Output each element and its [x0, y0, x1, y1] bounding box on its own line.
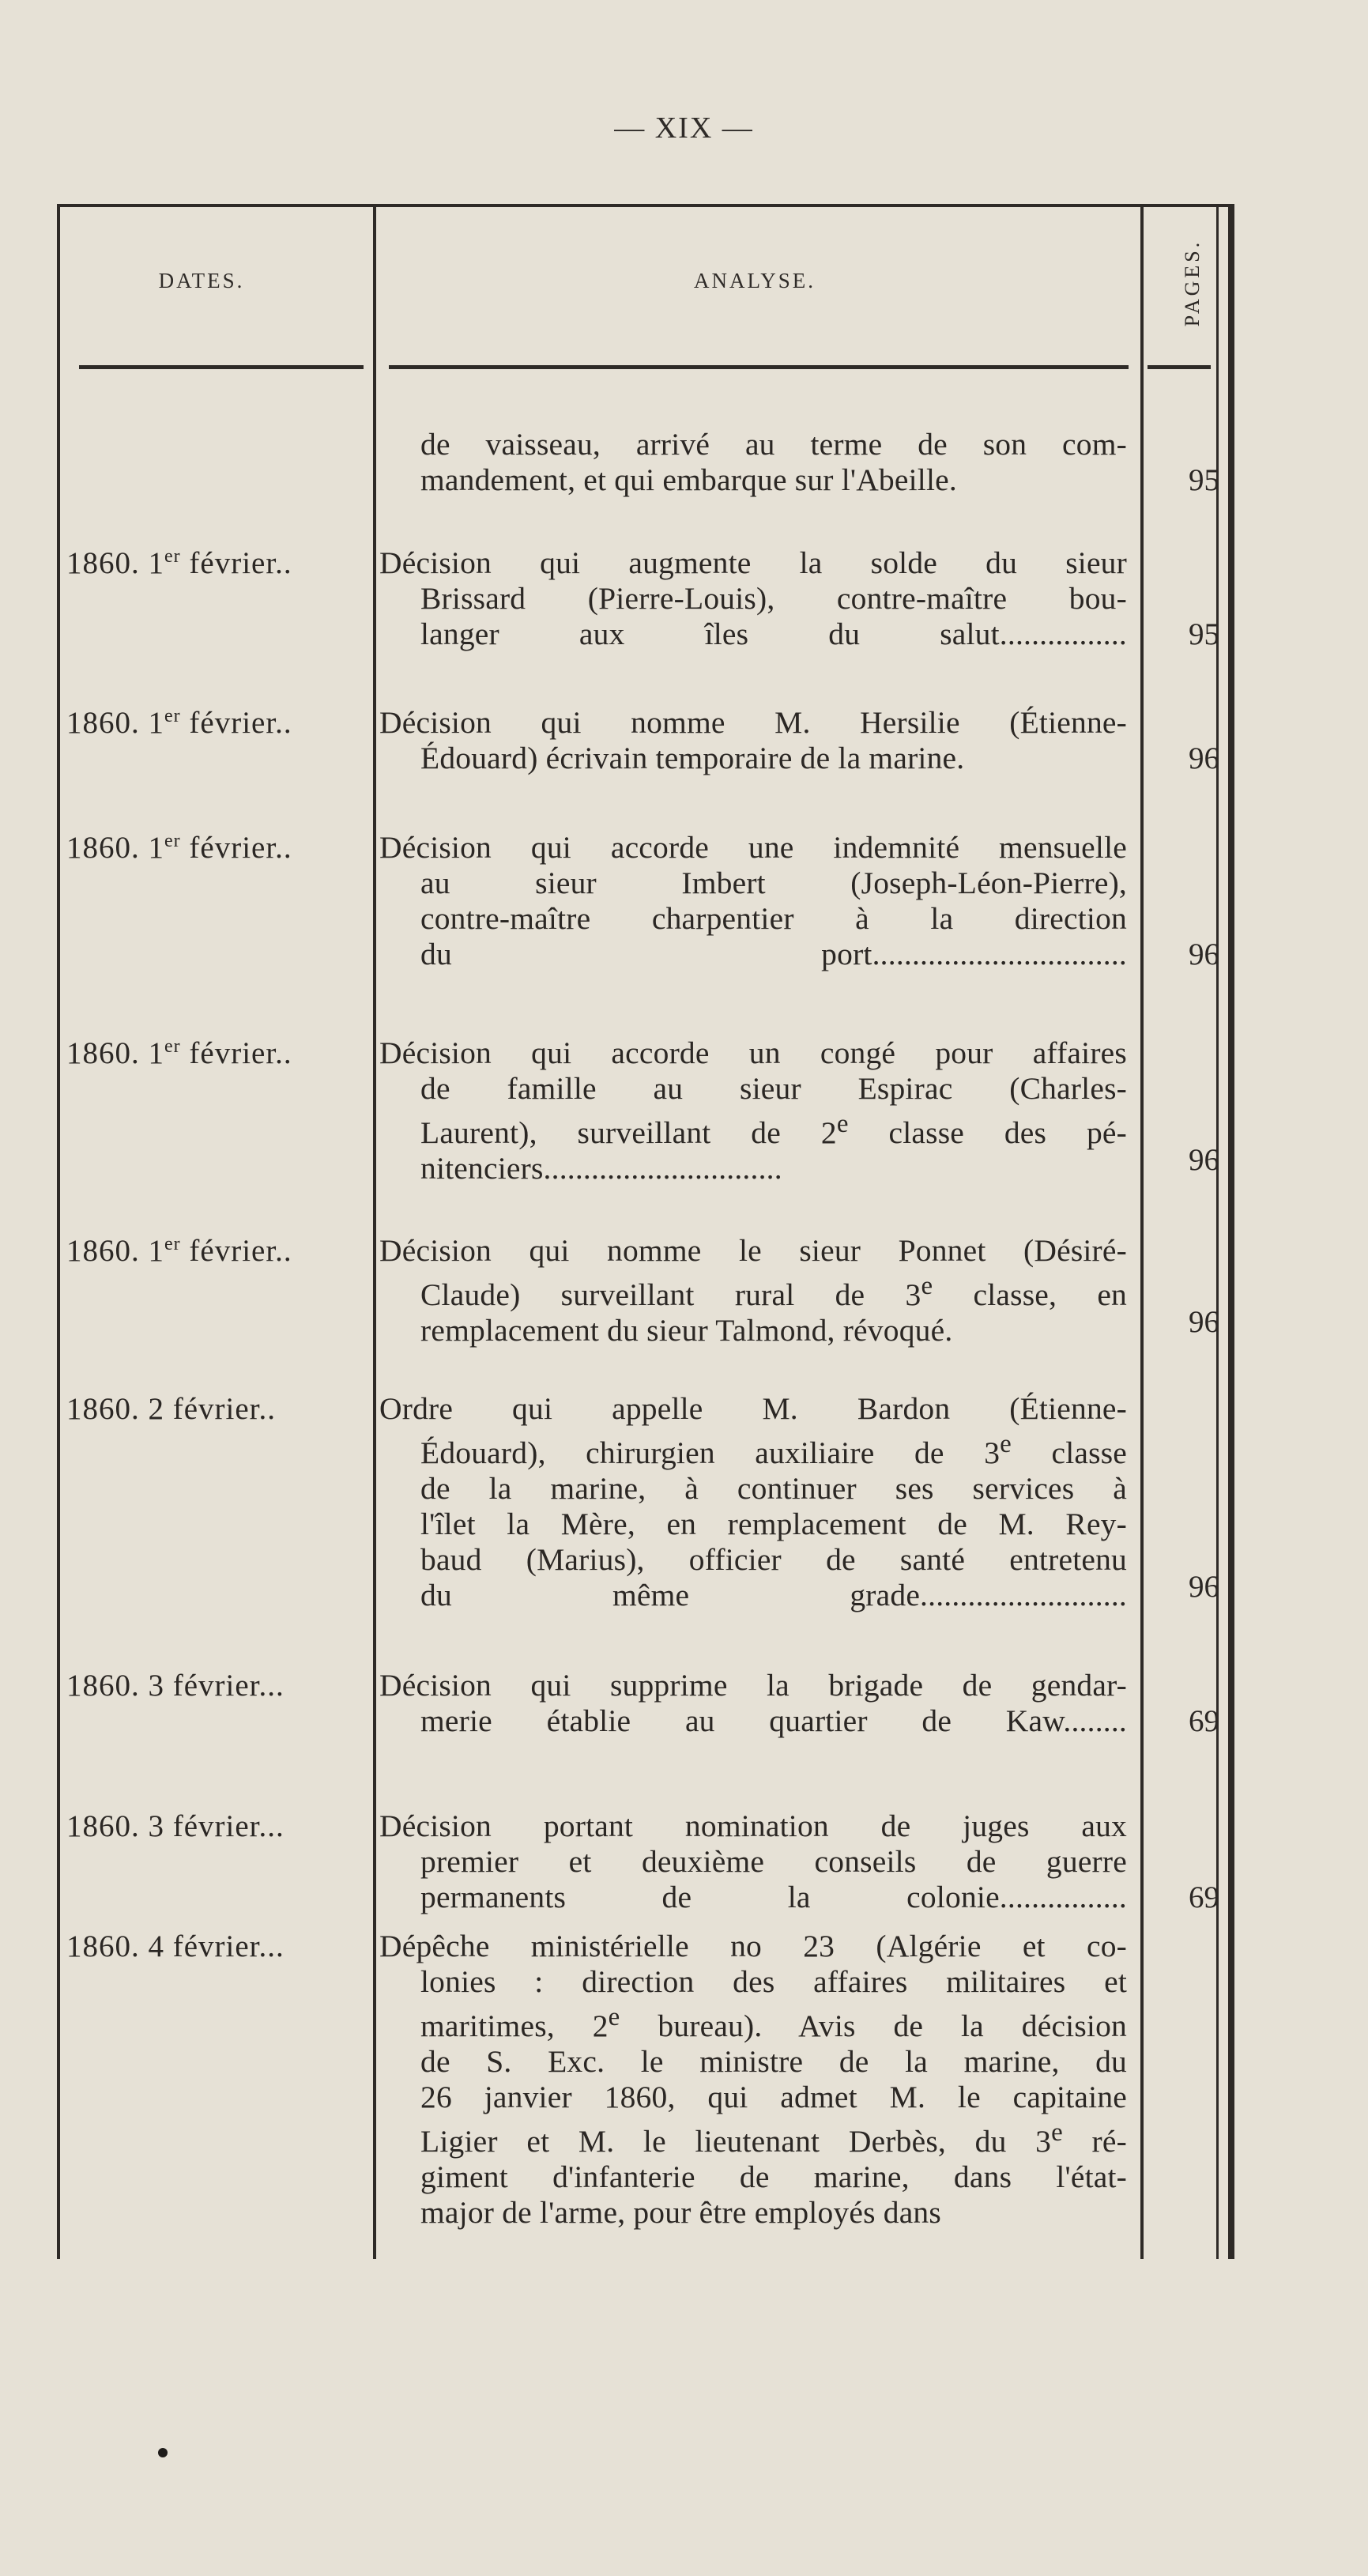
column-header-pages: PAGES.: [1181, 239, 1204, 326]
analysis-line: baud (Marius), officier de santé entretenu: [420, 1542, 1127, 1578]
entry-page-number: 95: [1189, 617, 1219, 651]
analysis-line: nitenciers..............................: [420, 1151, 782, 1186]
entry-date: 1860. 1er février..: [66, 831, 292, 865]
analysis-line: Claude) surveillant rural de 3e classe, en: [420, 1272, 1127, 1313]
analysis-line: de famille au sieur Espirac (Charles-: [420, 1071, 1127, 1106]
analysis-line: Décision qui nomme M. Hersilie (Étienne-: [379, 705, 1127, 740]
analysis-line: Édouard), chirurgien auxiliaire de 3e classe: [420, 1430, 1127, 1471]
entry-analysis: [379, 1808, 1127, 1915]
entry-date: 1860. 3 février...: [66, 1809, 285, 1843]
analysis-line: de vaisseau, arrivé au terme de son com-: [420, 427, 1127, 462]
entry-page-number: 96: [1189, 1305, 1219, 1339]
entry-analysis: [379, 1929, 1127, 2231]
entry-page-number: 96: [1189, 1570, 1219, 1604]
analysis-line: Décision qui accorde une indemnité mensuelle: [379, 830, 1127, 865]
entry-page-number: 69: [1189, 1880, 1219, 1914]
analysis-line: permanents de la colonie................: [420, 1880, 1127, 1914]
analysis-line: Décision qui augmente la solde du sieur: [379, 545, 1127, 580]
analysis-line: lonies : direction des affaires militaires et: [420, 1964, 1127, 1999]
analysis-line: Laurent), surveillant de 2e classe des pé-: [420, 1110, 1128, 1151]
entry-date: 1860. 4 février...: [66, 1929, 285, 1963]
header-rule-dates: [79, 365, 364, 369]
entry-date: 1860. 1er février..: [66, 1234, 292, 1268]
analysis-line: premier et deuxième conseils de guerre: [420, 1844, 1127, 1879]
analysis-line: de S. Exc. le ministre de la marine, du: [420, 2044, 1127, 2080]
column-header-analysis: ANALYSE.: [693, 269, 816, 292]
entry-date: 1860. 1er février..: [66, 706, 292, 740]
analysis-line: Décision qui accorde un congé pour affaires: [379, 1035, 1127, 1070]
analysis-line: l'îlet la Mère, en remplacement de M. Rey-: [420, 1507, 1127, 1542]
header-rule-pages: [1148, 365, 1211, 369]
entry-date: 1860. 1er février..: [66, 546, 292, 580]
entry-analysis: [379, 830, 1127, 972]
entry-analysis: [379, 705, 1127, 776]
column-divider-analysis: [1140, 207, 1144, 2259]
entry-page-number: 96: [1189, 1143, 1219, 1177]
analysis-line: contre-maître charpentier à la direction: [420, 901, 1127, 936]
analysis-line: Brissard (Pierre-Louis), contre-maître bou-: [420, 581, 1127, 616]
entry-page-number: 96: [1189, 741, 1219, 775]
analysis-line: au sieur Imbert (Joseph-Léon-Pierre),: [420, 866, 1127, 900]
analysis-line: Dépêche ministérielle no 23 (Algérie et co-: [379, 1929, 1127, 1963]
entry-analysis: [379, 1391, 1127, 1613]
entry-analysis: [379, 427, 1127, 498]
analysis-line: 26 janvier 1860, qui admet M. le capitaine: [420, 2080, 1127, 2115]
entry-date: 1860. 2 février..: [66, 1392, 277, 1426]
entry-date: 1860. 3 février...: [66, 1669, 285, 1703]
analysis-line: de la marine, à continuer ses services à: [420, 1471, 1127, 1507]
entry-analysis: [379, 545, 1127, 652]
entry-date: 1860. 1er février..: [66, 1036, 292, 1070]
column-header-dates: DATES.: [158, 269, 245, 292]
entry-page-number: 95: [1189, 463, 1219, 497]
analysis-line: langer aux îles du salut................: [420, 617, 1127, 651]
analysis-line: du port................................: [420, 937, 1127, 971]
analysis-line: giment d'infanterie de marine, dans l'état-: [420, 2159, 1127, 2195]
header-rule-analysis: [389, 365, 1129, 369]
entry-analysis: [379, 1233, 1127, 1348]
analysis-line: maritimes, 2e bureau). Avis de la décision: [420, 2003, 1127, 2044]
analysis-line: major de l'arme, pour être employés dans: [420, 2195, 941, 2231]
analysis-line: Ordre qui appelle M. Bardon (Étienne-: [379, 1391, 1127, 1426]
entry-page-number: 69: [1189, 1704, 1219, 1738]
analysis-line: Édouard) écrivain temporaire de la marine.: [420, 741, 965, 775]
page-header: — XIX —: [614, 111, 754, 145]
analysis-line: mandement, et qui embarque sur l'Abeille.: [420, 462, 957, 497]
analysis-line: remplacement du sieur Talmond, révoqué.: [420, 1313, 953, 1348]
entry-page-number: 96: [1189, 937, 1219, 971]
analysis-line: Ligier et M. le lieutenant Derbès, du 3e ré-: [420, 2118, 1127, 2159]
entry-analysis: [379, 1035, 1127, 1186]
analysis-line: Décision qui nomme le sieur Ponnet (Désiré-: [379, 1233, 1127, 1268]
analysis-line: Décision qui supprime la brigade de gendar-: [379, 1668, 1127, 1703]
ink-speck: [158, 2448, 168, 2457]
analysis-line: du même grade..........................: [420, 1578, 1127, 1613]
analysis-line: Décision portant nomination de juges aux: [379, 1808, 1127, 1843]
analysis-line: merie établie au quartier de Kaw........: [420, 1703, 1127, 1738]
entry-analysis: [379, 1668, 1127, 1739]
column-divider-pages: [1216, 207, 1219, 2259]
